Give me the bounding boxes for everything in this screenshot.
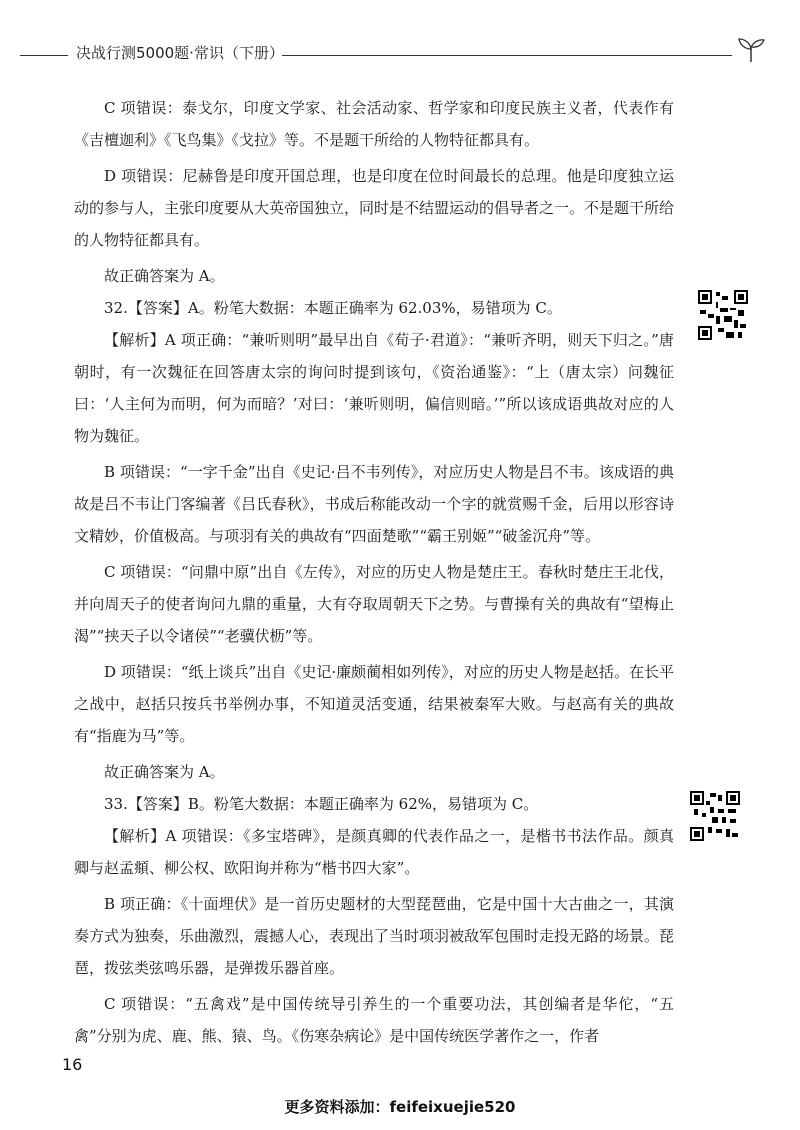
paragraph: B 项错误：“一字千金”出自《史记·吕不韦列传》，对应历史人物是吕不韦。该成语的典故是吕不韦让门客编著《吕氏春秋》，书成后称能改动一个字的就赏赐千金，后用以形容诗文精妙，价值极高。与项羽有关的典故有“四面楚歌”“霸王别姬”“破釜沉舟”等。 [74, 463, 674, 545]
answer-heading: 33.【答案】B。粉笔大数据：本题正确率为 62%，易错项为 C。 [104, 795, 539, 813]
paragraph: B 项正确：《十面埋伏》是一首历史题材的大型琵琶曲，它是中国十大古曲之一，其演奏方式为独奏，乐曲激烈，震撼人心，表现出了当时项羽被敌军包围时走投无路的场景。琵琶，拨弦类弦鸣乐器，是弹拨乐器首座。 [74, 895, 675, 977]
qr-code-icon[interactable] [690, 791, 740, 841]
page-number: 16 [62, 1055, 83, 1074]
qr-code-icon[interactable] [698, 290, 748, 340]
answer-heading: 32.【答案】A。粉笔大数据：本题正确率为 62.03%，易错项为 C。 [104, 299, 562, 317]
page-content [74, 92, 674, 1052]
header-rule-right [282, 55, 732, 56]
paragraph: C 项错误：“问鼎中原”出自《左传》，对应的历史人物是楚庄王。春秋时楚庄王北伐，并向周天子的使者询问九鼎的重量，大有夺取周朝天下之势。与曹操有关的典故有“望梅止渴”“挟天子以令诸侯”“老骥伏枥”等。 [74, 563, 674, 645]
analysis-paragraph: 【解析】A 项错误：《多宝塔碑》，是颜真卿的代表作品之一，是楷书书法作品。颜真卿与赵孟頫、柳公权、欧阳询并称为“楷书四大家”。 [74, 827, 674, 877]
analysis-paragraph: 【解析】A 项正确：“兼听则明”最早出自《荀子·君道》：“兼听齐明，则天下归之。”唐朝时，有一次魏征在回答唐太宗的询问时提到该句，《资治通鉴》：“上（唐太宗）问魏征曰：‘人主何为而明，何为而暗？’对曰：‘兼听则明，偏信则暗。’”所以该成语典故对应的人物为魏征。 [74, 331, 674, 445]
paragraph: D 项错误：尼赫鲁是印度开国总理，也是印度在位时间最长的总理。他是印度独立运动的参与人，主张印度要从大英帝国独立，同时是不结盟运动的倡导者之一。不是题干所给的人物特征都具有。 [74, 167, 675, 249]
paragraph: C 项错误：“五禽戏”是中国传统导引养生的一个重要功法，其创编者是华佗，“五禽”分别为虎、鹿、熊、猿、鸟。《伤寒杂病论》是中国传统医学著作之一，作者 [74, 995, 674, 1045]
paragraph: 故正确答案为 A。 [104, 267, 225, 285]
header-rule-left [20, 55, 68, 56]
footer-contact: 更多资料添加：feifeixuejie520 [284, 1098, 516, 1116]
page-header [20, 34, 780, 68]
paragraph: D 项错误：“纸上谈兵”出自《史记·廉颇蔺相如列传》，对应的历史人物是赵括。在长平之战中，赵括只按兵书举例办事，不知道灵活变通，结果被秦军大败。与赵高有关的典故有“指鹿为马”等。 [74, 663, 674, 745]
header-title: 决战行测5000题·常识（下册） [76, 44, 284, 62]
paragraph: C 项错误：泰戈尔，印度文学家、社会活动家、哲学家和印度民族主义者，代表作有《吉檀迦利》《飞鸟集》《戈拉》等。不是题干所给的人物特征都具有。 [74, 99, 674, 149]
paragraph: 故正确答案为 A。 [104, 763, 225, 781]
sprout-icon [736, 36, 766, 64]
